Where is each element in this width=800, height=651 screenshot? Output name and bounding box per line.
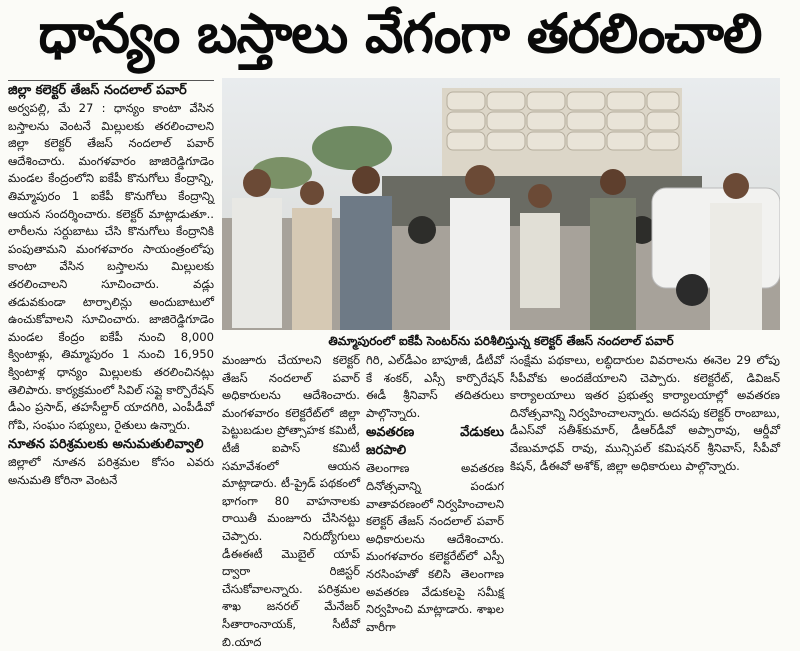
column-3-body: గిరి, ఎల్‌డీఎం బాపూజీ, డీటీవో కే శంకర్, ఎస్సీ కార్పొరేషన్ ఈడీ శ్రీనివాస్ తదితరులు పాల్గొన్నారు. xyxy=(366,353,504,420)
column-3-tail: తెలంగాణ అవతరణ దినోత్సవాన్ని పండుగ వాతావరణంలో నిర్వహించాలని కలెక్టర్ తేజస్ నందలాల్ పవార్ అధికారులను ఆదేశించారు. మంగళవారం కలెక్టరేట్‌లో ఎస్పీ నరసింహతో కలిసి తెలంగాణ అవతరణ వేడుకలపై సమీక్ష నిర్వహించి మాట్లాడారు. శాఖల వారీగా xyxy=(366,461,504,634)
column-4 xyxy=(510,352,780,475)
column-2 xyxy=(222,352,360,651)
column-4-body: సంక్షేమ పథకాలు, లబ్ధిదారుల వివరాలను ఈనెల 29 లోపు సీపీవోకు అందజేయాలని చెప్పారు. కలెక్టరేట్, డివిజన్ కార్యాలయాలు ఇతర ప్రభుత్వ కార్యాలయాల్లో అవతరణ దినోత్సవాన్ని నిర్వహించాలన్నారు. అదనపు కలెక్టర్ రాంబాబు, డీఎస్‌వో సతీశ్‌కుమార్, డీఆర్‌డీవో అప్పారావు, ఆర్డీవో వేణుమాధవ్ రావు, మున్సిపల్ కమిషనర్ శ్రీనివాస్, సీపీవో కిషన్, డీఈవో అశోక్, జిల్లా అధికారులు పాల్గొన్నారు. xyxy=(510,353,780,473)
news-photo xyxy=(222,78,780,330)
headline-rule xyxy=(8,80,214,81)
column-3 xyxy=(366,352,504,636)
headline: ధాన్యం బస్తాలు వేగంగా తరలించాలి xyxy=(38,1,762,65)
column-1-body: అర్వపల్లి, మే 27 : ధాన్యం కాంటా వేసిన బస్తాలను వెంటనే మిల్లులకు తరలించాలని జిల్లా కలెక్టర్ తేజస్ నందలాల్ పవార్ ఆదేశించారు. మంగళవారం జాజిరెడ్డిగూడెం మండల కేంద్రంలోని ఐకేపీ కొనుగోలు కేంద్రాన్ని, తిమ్మాపురం 1 ఐకేపీ కొనుగోలు కేంద్రాన్ని ఆయన సందర్శించారు. కలెక్టర్ మాట్లాడుతూ.. లారీలను సర్దుబాటు చేసి కొనుగోలు కేంద్రానికి పంపుతామని మంగళవారం సాయంత్రంలోపు కాంటా వేసిన బస్తాలను మిల్లులకు తరలించాలని సూచించారు. వడ్లు తడువకుండా టార్పాలిన్లు అందుబాటులో ఉంచుకోవాలని సూచించారు. జాజిరెడ్డిగూడెం మండల కేంద్రం ఐకేపీ నుంచి 8,000 క్వింటాళ్లు, తిమ్మాపురం 1 నుంచి 16,950 క్వింటాళ్ల ధాన్యం మిల్లులకు తరలించినట్లు తెలిపారు. కార్యక్రమంలో సివిల్ సప్లై కార్పొరేషన్ డీఎం ప్రసాద్, తహసీల్దార్ యాదగిరి, ఎంపీడీవో గోపి, సంఘం సభ్యులు, రైతులు ఉన్నారు. xyxy=(8,101,214,432)
column-1 xyxy=(8,82,214,489)
column-3-subhead: అవతరణ వేడుకలు జరపాలి xyxy=(366,425,504,459)
column-1-subhead: నూతన పరిశ్రమలకు అనుమతులివ్వాలి xyxy=(8,437,204,453)
column-2-body: మంజూరు చేయాలని కలెక్టర్ తేజస్ నందలాల్ పవార్ అధికారులను ఆదేశించారు. మంగళవారం కలెక్టరేట్‌లో జిల్లా పెట్టుబడుల ప్రోత్సాహక కమిటీ, టీజీ ఐపాస్ కమిటీ సమావేశంలో ఆయన మాట్లాడారు. టీ-ప్రైడ్ పథకంలో భాగంగా 80 వాహనాలకు రాయితీ మంజూరు చేసినట్టు చెప్పారు. నిరుద్యోగులు డీఈఈటీ మొబైల్ యాప్ ద్వారా రిజిస్టర్ చేసుకోవాలన్నారు. పరిశ్రమల శాఖ జనరల్ మేనేజర్ సీతారాంనాయక్, సీటీవో బి.యాద xyxy=(222,353,360,649)
column-1-tail: జిల్లాలో నూతన పరిశ్రమల కోసం ఎవరు అనుమతి కోరినా వెంటనే xyxy=(8,455,214,487)
news-photo-image xyxy=(222,78,780,330)
photo-caption: తిమ్మాపురంలో ఐకేపీ సెంటర్‌ను పరిశీలిస్తున్న కలెక్టర్ తేజస్ నందలాల్ పవార్ xyxy=(328,334,674,348)
byline: జిల్లా కలెక్టర్ తేజస్ నందలాల్ పవార్ xyxy=(8,83,187,98)
